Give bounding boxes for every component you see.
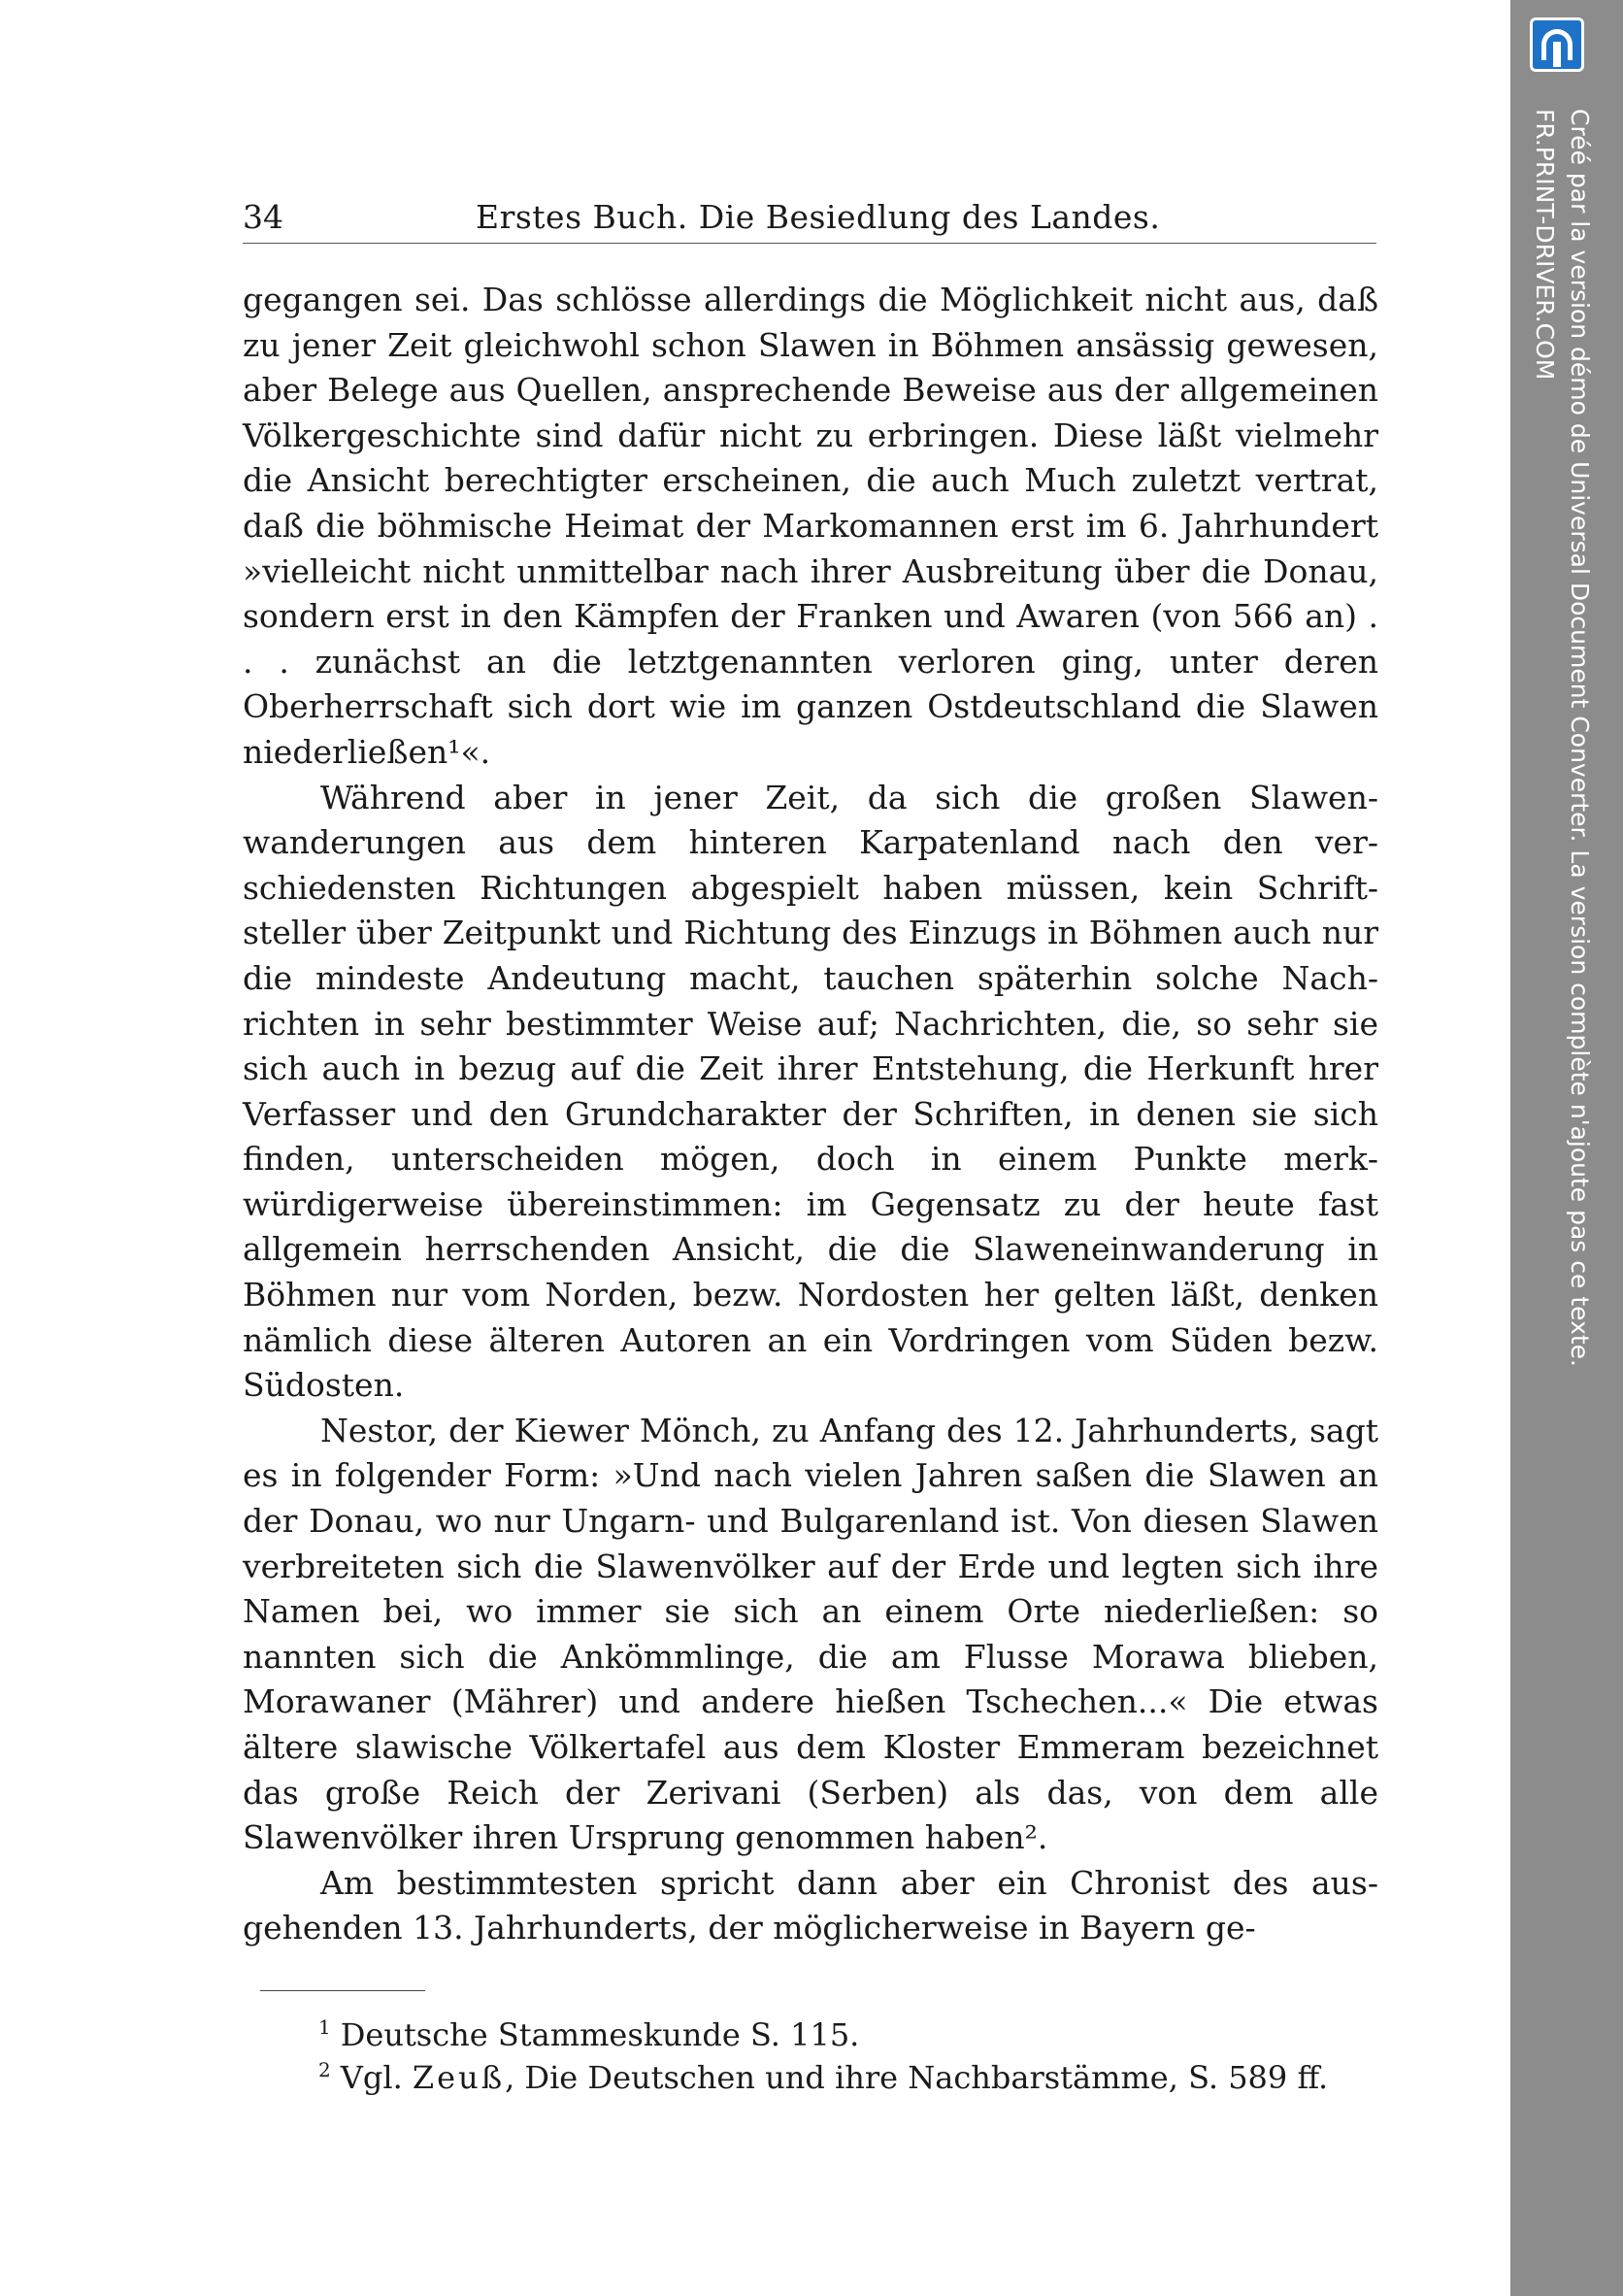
footnotes <box>318 2013 1386 2099</box>
footnote-text-post: , Die Deutschen und ihre Nachbarstämme, S. 589 ff. <box>505 2059 1329 2096</box>
paragraph-3: Nestor, der Kiewer Mönch, zu Anfang des 12. Jahrhunderts, sagt es in folgender Form: »Und nach vielen Jahren saßen die Slawen an der Donau, wo nur Ungarn- und Bulgarenland ist. Von diesen Slawen verbreiteten sich die Slawenvölker auf der Erde und legten sich ihre Namen bei, wo immer sie sich an einem Orte niederließen: so nannten sich die Ankömmlinge, die am Flusse Morawa blieben, Morawaner (Mährer) und andere hießen Tschechen...« Die etwas ältere slawische Völkertafel aus dem Kloster Emmeram bezeichnet das große Reich der Zerivani (Serben) als das, von dem alle Slawenvölker ihren Ursprung genommen haben². <box>243 1411 1378 1857</box>
running-head-title: Erstes Buch. Die Besiedlung des Landes. <box>476 198 1161 236</box>
footnote-mark: 2 <box>318 2058 331 2082</box>
watermark-url: FR.PRINT-DRIVER.COM <box>1531 109 1559 381</box>
body-text <box>243 278 1378 1951</box>
paragraph-1: gegangen sei. Das schlösse allerdings die Möglichkeit nicht aus, daß zu jener Zeit gleichwohl schon Slawen in Böhmen ansässig gewesen, aber Belege aus Quellen, ansprechende Beweise aus der allgemeinen Völkergeschichte sind dafür nicht zu erbringen. Diese läßt vielmehr die Ansicht berechtigter erscheinen, die auch Much zuletzt vertrat, daß die böhmische Heimat der Markomannen erst im 6. Jahrhundert »vielleicht nicht unmittelbar nach ihrer Ausbreitung über die Donau, sondern erst in den Kämpfen der Franken und Awaren (von 566 an) . . . zunächst an die letztgenannten verloren ging, unter deren Oberherrschaft sich dort wie im ganzen Ostdeutschland die Slawen niederließen¹«. <box>243 281 1378 771</box>
running-head <box>243 194 1376 241</box>
footnote-author: Zeuß <box>412 2059 506 2096</box>
footnote-rule <box>260 1990 425 1991</box>
watermark-text: Créé par la version démo de Universal Document Converter. La version complète n'ajoute pas ce texte. <box>1566 109 1594 1368</box>
paragraph-4: Am bestimmtesten spricht dann aber ein Chronist des ausgehenden 13. Jahrhunderts, der möglicherweise in Bayern ge- <box>243 1863 1378 1947</box>
footnote-text: Deutsche Stammeskunde S. 115. <box>340 2016 860 2053</box>
footnote-1 <box>318 2013 1386 2056</box>
footnote-text-pre: Vgl. <box>340 2059 413 2096</box>
header-rule <box>243 243 1376 244</box>
page-number: 34 <box>243 198 283 236</box>
paragraph-2: Während aber in jener Zeit, da sich die großen Slawenwanderungen aus dem hinteren Karpatenland nach den verschiedensten Richtungen abgespielt haben müssen, kein Schriftsteller über Zeitpunkt und Richtung des Einzugs in Böhmen auch nur die mindeste Andeutung macht, tauchen späterhin solche Nachrichten in sehr bestimmter Weise auf; Nachrichten, die, so sehr sie sich auch in bezug auf die Zeit ihrer Entstehung, die Herkunft hrer Verfasser und den Grundcharakter der Schriften, in denen sie sich finden, unterscheiden mögen, doch in einem Punkte merkwürdigerweise übereinstimmen: im Gegensatz zu der heute fast allgemein herrschenden Ansicht, die die Slaweneinwanderung in Böhmen nur vom Norden, bezw. Nordosten her gelten läßt, denken nämlich diese älteren Autoren an ein Vordringen vom Süden bezw. Südosten. <box>243 778 1378 1405</box>
udc-logo-icon <box>1530 17 1584 72</box>
footnote-mark: 1 <box>318 2015 331 2040</box>
footnote-2 <box>318 2056 1386 2099</box>
